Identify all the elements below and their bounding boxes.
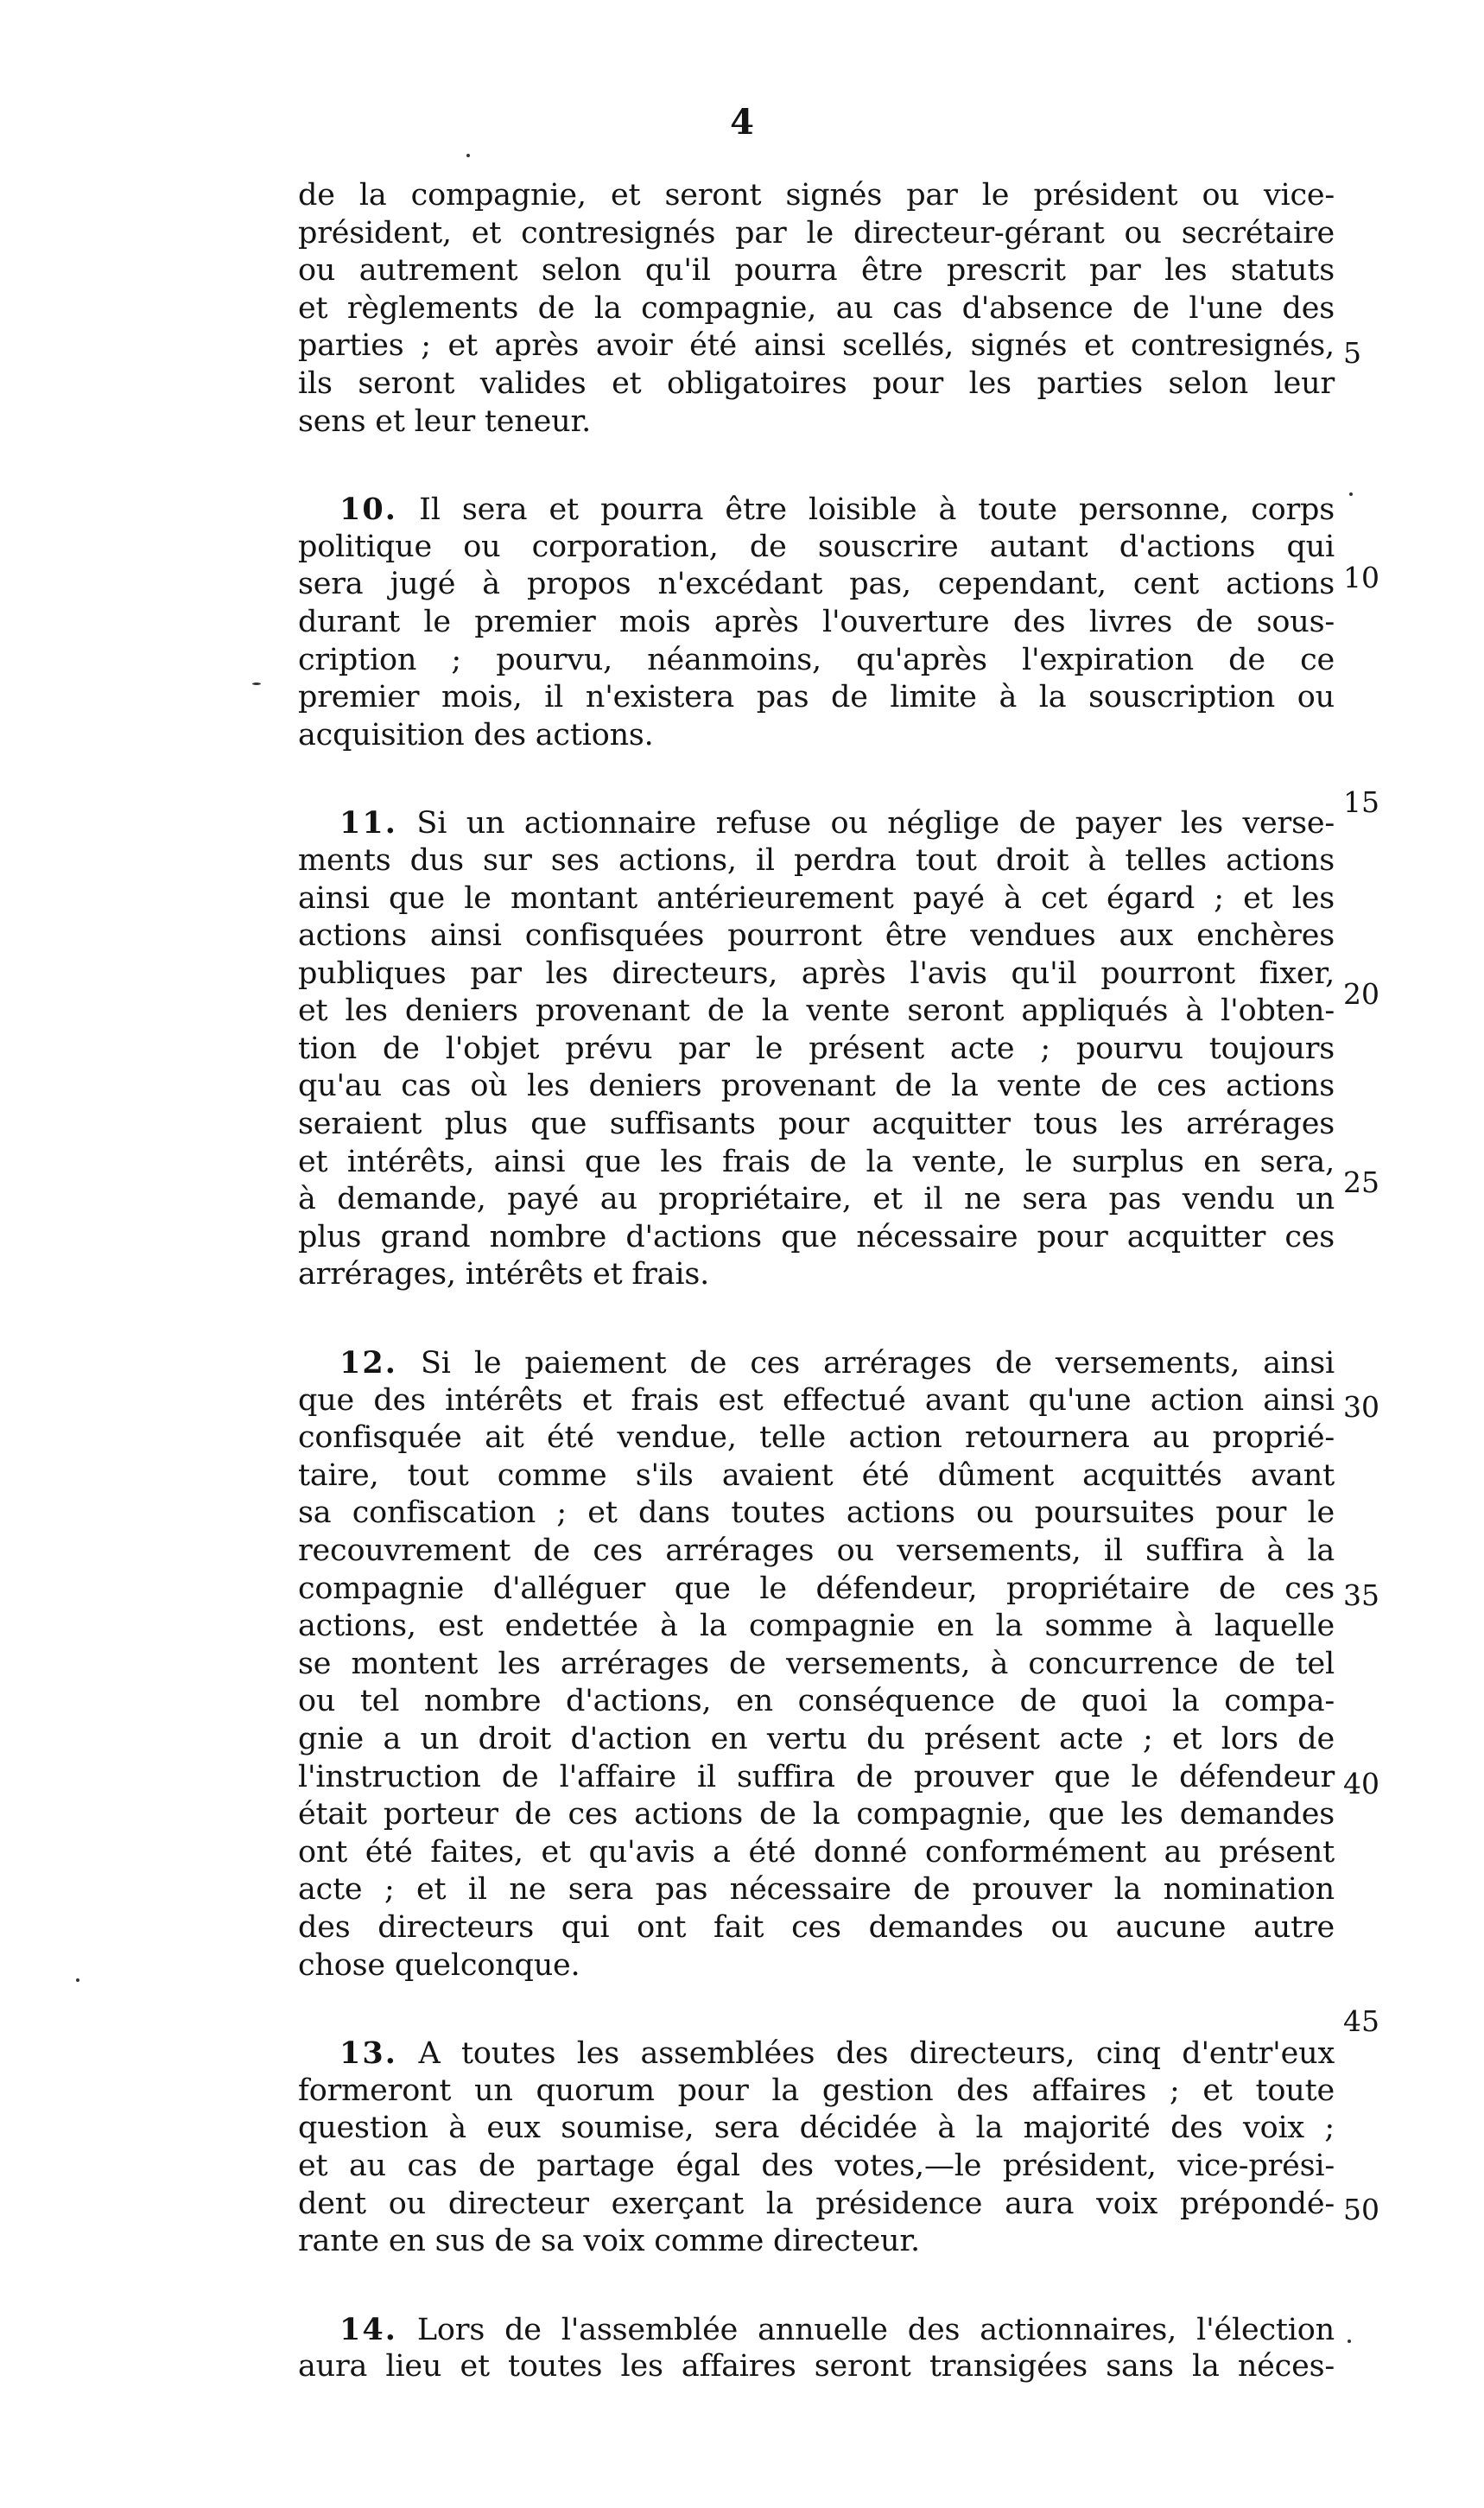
text-line: publiques par les directeurs, après l'avis qu'il pourront fixer,	[298, 956, 1335, 991]
text-line: sens et leur teneur.	[298, 403, 592, 439]
section-number: 14.	[339, 2311, 397, 2347]
line-number-marker: 45	[1343, 2004, 1379, 2038]
line-number-marker: 30	[1343, 1390, 1379, 1424]
scan-speck	[76, 1978, 79, 1982]
text-span: Si le paiement de ces arrérages de versements, ainsi	[420, 1346, 1335, 1381]
text-line: se montent les arrérages de versements, à concurrence de tel	[298, 1646, 1335, 1681]
text-line: sa confiscation ; et dans toutes actions ou poursuites pour le	[298, 1495, 1335, 1531]
text-line: était porteur de ces actions de la compagnie, que les demandes	[298, 1797, 1335, 1832]
section-number: 12.	[339, 1345, 397, 1381]
section-10	[298, 491, 1335, 754]
text-line: durant le premier mois après l'ouverture des livres de sous-	[298, 604, 1335, 639]
text-span: Si un actionnaire refuse ou néglige de payer les verse-	[416, 806, 1335, 841]
text-line: à demande, payé au propriétaire, et il ne sera pas vendu un	[298, 1182, 1335, 1217]
line-number-marker: 40	[1343, 1767, 1379, 1800]
text-line: cription ; pourvu, néanmoins, qu'après l'expiration de ce	[298, 642, 1335, 677]
line-number-marker: 25	[1343, 1165, 1379, 1199]
section-number: 11.	[339, 805, 397, 841]
text-line: et règlements de la compagnie, au cas d'absence de l'une des	[298, 290, 1335, 326]
text-line	[298, 804, 1335, 842]
text-line: ou tel nombre d'actions, en conséquence de quoi la compa-	[298, 1684, 1335, 1719]
text-column	[298, 177, 1335, 2386]
section-13	[298, 2035, 1335, 2261]
text-line: l'instruction de l'affaire il suffira de prouver que le défendeur	[298, 1759, 1335, 1794]
text-line: gnie a un droit d'action en vertu du présent acte ; et lors de	[298, 1721, 1335, 1756]
section-12	[298, 1344, 1335, 1984]
section-number: 13.	[339, 2035, 397, 2072]
text-line: chose quelconque.	[298, 1947, 580, 1983]
text-line: dent ou directeur exerçant la présidence aura voix prépondé-	[298, 2186, 1335, 2221]
text-line	[298, 2311, 1335, 2349]
text-line: et au cas de partage égal des votes,—le président, vice-prési-	[298, 2148, 1335, 2183]
line-number-marker: 5	[1343, 336, 1361, 370]
text-line: actions ainsi confisquées pourront être vendues aux enchères	[298, 918, 1335, 954]
text-line: seraient plus que suffisants pour acquitter tous les arrérages	[298, 1107, 1335, 1142]
text-line: parties ; et après avoir été ainsi scellés, signés et contresignés,	[298, 328, 1335, 364]
paragraph-continuation	[298, 177, 1335, 441]
scan-speck	[1349, 492, 1353, 496]
text-line: sera jugé à propos n'excédant pas, cependant, cent actions	[298, 567, 1335, 602]
text-line: rante en sus de sa voix comme directeur.	[298, 2224, 920, 2259]
text-line: question à eux soumise, sera décidée à la majorité des voix ;	[298, 2111, 1335, 2146]
text-line: ont été faites, et qu'avis a été donné conformément au présent	[298, 1834, 1335, 1870]
text-line: premier mois, il n'existera pas de limite à la souscription ou	[298, 680, 1335, 715]
scan-speck	[1348, 2340, 1351, 2343]
section-14	[298, 2311, 1335, 2386]
scan-speck	[466, 154, 470, 157]
section-number: 10.	[339, 492, 397, 528]
text-line: ments dus sur ses actions, il perdra tout droit à telles actions	[298, 842, 1335, 878]
text-line: confisquée ait été vendue, telle action retournera au proprié-	[298, 1420, 1335, 1456]
scan-speck	[252, 683, 261, 685]
text-line: ainsi que le montant antérieurement payé à cet égard ; et les	[298, 880, 1335, 916]
text-line	[298, 1344, 1335, 1382]
text-line: recouvrement de ces arrérages ou versements, il suffira à la	[298, 1533, 1335, 1568]
text-line: et intérêts, ainsi que les frais de la vente, le surplus en sera,	[298, 1144, 1335, 1179]
text-line: plus grand nombre d'actions que nécessaire pour acquitter ces	[298, 1219, 1335, 1254]
text-line: politique ou corporation, de souscrire autant d'actions qui	[298, 529, 1335, 564]
text-line: de la compagnie, et seront signés par le président ou vice-	[298, 178, 1335, 213]
line-number-marker: 35	[1343, 1578, 1379, 1612]
text-span: Il sera et pourra être loisible à toute personne, corps	[419, 492, 1335, 528]
text-line	[298, 491, 1335, 529]
text-line: des directeurs qui ont fait ces demandes ou aucune autre	[298, 1909, 1335, 1945]
text-line: qu'au cas où les deniers provenant de la vente de ces actions	[298, 1069, 1335, 1104]
page-number: 4	[730, 102, 754, 143]
text-line: acte ; et il ne sera pas nécessaire de prouver la nomination	[298, 1872, 1335, 1908]
text-line: arrérages, intérêts et frais.	[298, 1257, 710, 1292]
text-span: Lors de l'assemblée annuelle des actionnaires, l'élection	[416, 2312, 1335, 2347]
text-line: ils seront valides et obligatoires pour les parties selon leur	[298, 365, 1335, 401]
text-line: président, et contresignés par le directeur-gérant ou secrétaire	[298, 215, 1335, 251]
text-span: A toutes les assemblées des directeurs, cinq d'entr'eux	[418, 2036, 1335, 2072]
line-number-marker: 10	[1343, 561, 1379, 594]
section-11	[298, 804, 1335, 1294]
text-line: acquisition des actions.	[298, 717, 654, 752]
text-line: tion de l'objet prévu par le présent acte ; pourvu toujours	[298, 1031, 1335, 1066]
text-line: actions, est endettée à la compagnie en la somme à laquelle	[298, 1609, 1335, 1644]
text-line: que des intérêts et frais est effectué avant qu'une action ainsi	[298, 1382, 1335, 1418]
text-line: ou autrement selon qu'il pourra être prescrit par les statuts	[298, 253, 1335, 289]
line-number-marker: 20	[1343, 977, 1379, 1011]
line-number-marker: 15	[1343, 785, 1379, 819]
text-line: taire, tout comme s'ils avaient été dûment acquittés avant	[298, 1457, 1335, 1493]
text-line: aura lieu et toutes les affaires seront transigées sans la néces-	[298, 2349, 1335, 2384]
text-line: formeront un quorum pour la gestion des affaires ; et toute	[298, 2073, 1335, 2108]
line-number-marker: 50	[1343, 2193, 1379, 2226]
text-line	[298, 2035, 1335, 2073]
text-line: compagnie d'alléguer que le défendeur, propriétaire de ces	[298, 1571, 1335, 1606]
text-line: et les deniers provenant de la vente seront appliqués à l'obten-	[298, 994, 1335, 1029]
